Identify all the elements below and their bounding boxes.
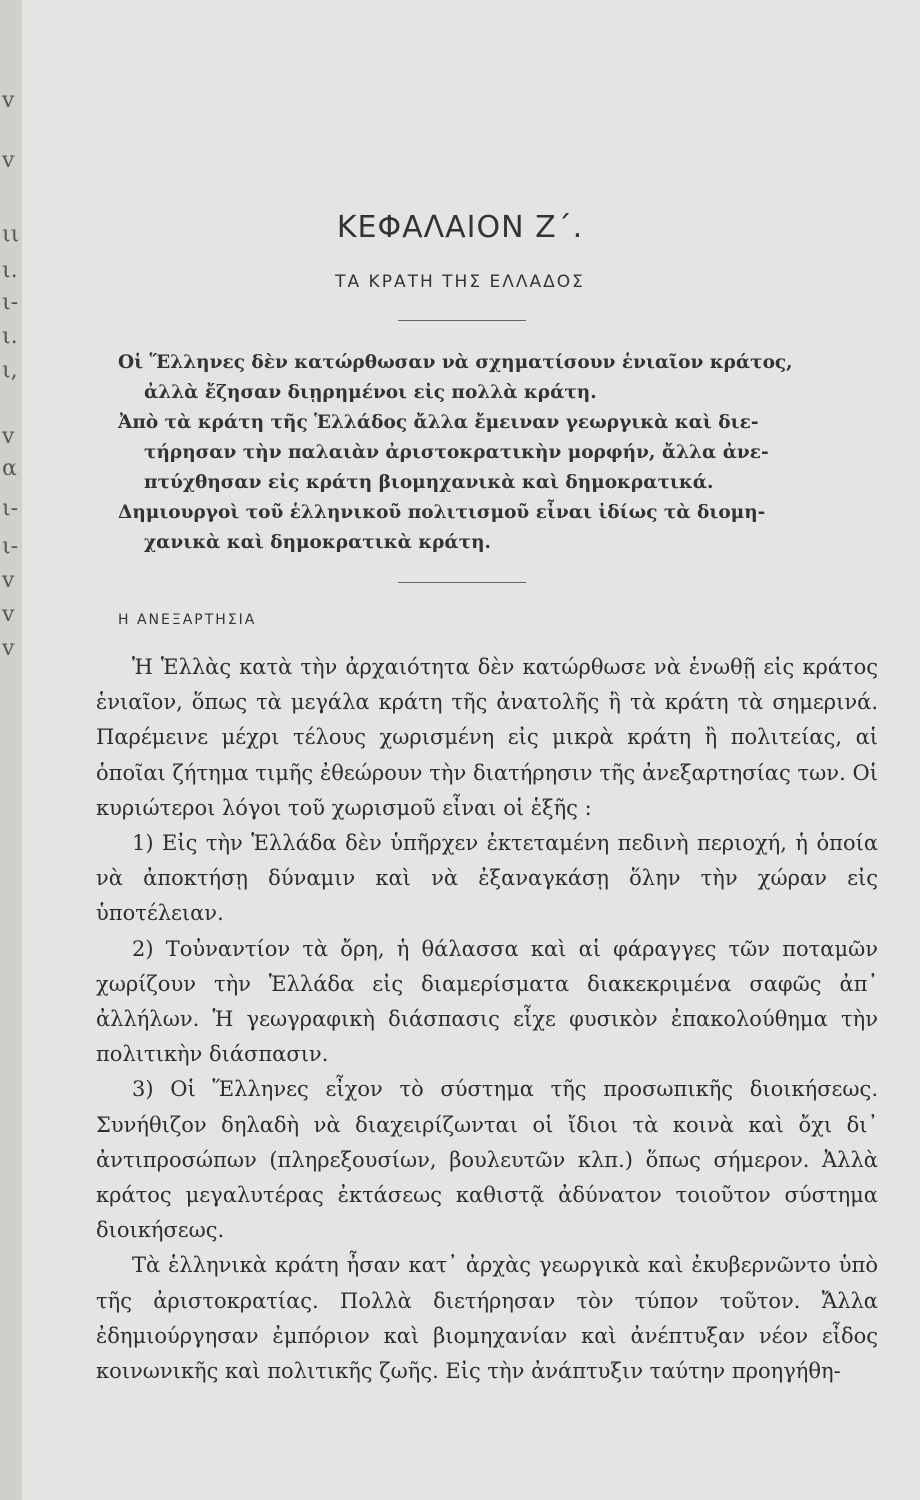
margin-mark: v	[2, 636, 15, 661]
margin-mark: ι-	[2, 290, 19, 315]
summary-line: Δημιουργοὶ τοῦ ἑλληνικοῦ πολιτισμοῦ εἶναι ἰδίως τὰ διομη-	[118, 502, 766, 523]
margin-mark: ι.	[2, 258, 18, 283]
margin-mark: ιι	[2, 222, 20, 247]
paragraph: 1) Εἰς τὴν Ἑλλάδα δὲν ὑπῆρχεν ἐκτεταμένη πεδινὴ περιοχή, ἡ ὁποία νὰ ἀποκτήσῃ δύναμιν καὶ νὰ ἐξαναγκάσῃ ὅλην τὴν χώραν εἰς ὑποτέλειαν.	[96, 831, 878, 926]
summary-line: τήρησαν τὴν παλαιὰν ἀριστοκρατικὴν μορφήν, ἄλλα ἀνε-	[144, 442, 769, 463]
summary-line: Οἱ Ἕλληνες δὲν κατώρθωσαν νὰ σχηματίσουν ἑνιαῖον κράτος,	[118, 352, 793, 373]
margin-mark: v	[2, 88, 15, 113]
paragraph: Τὰ ἑλληνικὰ κράτη ἦσαν κατ᾿ ἀρχὰς γεωργικὰ καὶ ἐκυβερνῶντο ὑπὸ τῆς ἀριστοκρατίας. Πολλὰ διετήρησαν τὸν τύπον τοῦτον. Ἄλλα ἐδημιούργησαν ἐμπόριον καὶ βιομηχανίαν καὶ ἀνέπτυξαν νέον εἶδος κοινωνικῆς καὶ πολιτικῆς ζωῆς. Εἰς τὴν ἀνάπτυξιν ταύτην προηγήθη-	[96, 1253, 878, 1384]
paragraph: Ἡ Ἑλλὰς κατὰ τὴν ἀρχαιότητα δὲν κατώρθωσε νὰ ἑνωθῇ εἰς κράτος ἑνιαῖον, ὅπως τὰ μεγάλα κράτη τῆς ἀνατολῆς ἢ τὰ κράτη τὰ σημερινά. Παρέμεινε μέχρι τέλους χωρισμένη εἰς μικρὰ κράτη ἢ πολιτείας, αἱ ὁποῖαι ζήτημα τιμῆς ἐθεώρουν τὴν διατήρησιν τῆς ἀνεξαρτησίας των. Οἱ κυριώτεροι λόγοι τοῦ χωρισμοῦ εἶναι οἱ ἑξῆς :	[96, 655, 878, 820]
margin-mark: ι.	[2, 324, 18, 349]
summary-line: Ἀπὸ τὰ κράτη τῆς Ἑλλάδος ἄλλα ἔμειναν γεωργικὰ καὶ διε-	[118, 412, 759, 433]
divider	[398, 582, 526, 583]
margin-mark: ι,	[2, 358, 18, 383]
summary-line: χανικὰ καὶ δημοκρατικὰ κράτη.	[144, 532, 491, 553]
margin-mark: v	[2, 602, 15, 627]
divider	[398, 320, 526, 321]
margin-mark: ι-	[2, 496, 19, 521]
chapter-title: ΚΕΦΑΛΑΙΟΝ Ζ΄.	[336, 210, 584, 245]
body-text	[96, 650, 878, 1389]
summary-line: πτύχθησαν εἰς κράτη βιομηχανικὰ καὶ δημοκρατικά.	[144, 472, 714, 493]
section-heading: Η ΑΝΕΞΑΡΤΗΣΙΑ	[118, 612, 257, 628]
chapter-subtitle: ΤΑ ΚΡΑΤΗ ΤΗΣ ΕΛΛΑΔΟΣ	[335, 272, 585, 292]
paragraph: 3) Οἱ Ἕλληνες εἶχον τὸ σύστημα τῆς προσωπικῆς διοικήσεως. Συνήθιζον δηλαδὴ νὰ διαχειρίζωνται οἱ ἴδιοι τὰ κοινὰ καὶ ὄχι δι᾿ ἀντιπροσώπων (πληρεξουσίων, βουλευτῶν κλπ.) ὅπως σήμερον. Ἀλλὰ κράτος μεγαλυτέρας ἐκτάσεως καθιστᾷ ἀδύνατον τοιοῦτον σύστημα διοικήσεως.	[96, 1077, 878, 1243]
margin-mark: v	[2, 568, 15, 593]
paragraph: 2) Τοὐναντίον τὰ ὄρη, ἡ θάλασσα καὶ αἱ φάραγγες τῶν ποταμῶν χωρίζουν τὴν Ἑλλάδα εἰς διαμερίσματα διακεκριμένα σαφῶς ἀπ᾿ ἀλλήλων. Ἡ γεωγραφικὴ διάσπασις εἶχε φυσικὸν ἐπακολούθημα τὴν πολιτικὴν διάσπασιν.	[96, 936, 878, 1067]
summary-line: ἀλλὰ ἔζησαν διῃρημένοι εἰς πολλὰ κράτη.	[144, 382, 597, 403]
margin-mark: ι-	[2, 534, 19, 559]
chapter-summary	[118, 348, 870, 558]
margin-mark: α	[2, 456, 17, 481]
margin-mark: v	[2, 148, 15, 173]
margin-mark: v	[2, 424, 15, 449]
